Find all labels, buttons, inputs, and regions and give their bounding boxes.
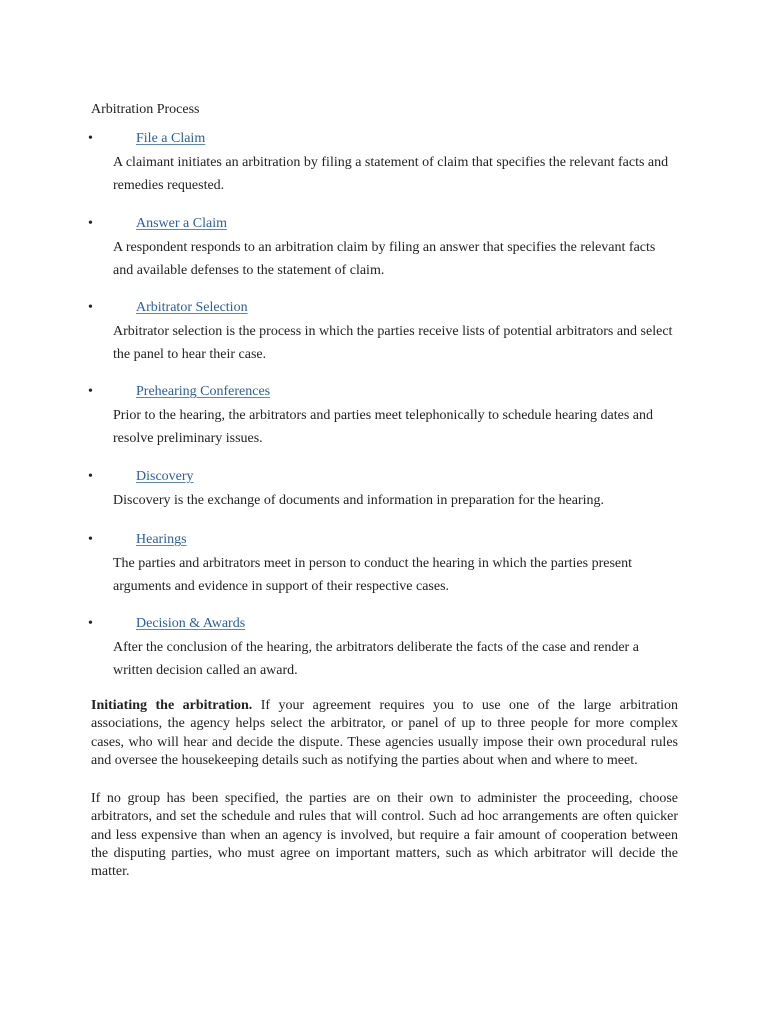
bullet-icon: • xyxy=(88,300,93,315)
prehearing-conferences-link[interactable]: Prehearing Conferences xyxy=(136,384,271,399)
hearings-link[interactable]: Hearings xyxy=(136,532,187,547)
document-title: Arbitration Process xyxy=(91,102,200,117)
answer-a-claim-description: A respondent responds to an arbitration claim by filing an answer that specifies the relevant facts and available defenses to the statement of claim. xyxy=(113,240,656,278)
hearings-description: The parties and arbitrators meet in person to conduct the hearing in which the parties present arguments and evidence in support of their respective cases. xyxy=(113,556,632,594)
bullet-icon: • xyxy=(88,384,93,399)
arbitrator-selection-link[interactable]: Arbitrator Selection xyxy=(136,300,248,315)
bullet-icon: • xyxy=(88,216,93,231)
ad-hoc-arbitration-paragraph: If no group has been specified, the parties are on their own to administer the proceeding, choose arbitrators, and set the schedule and rules that will control. Such ad hoc arrangements are often quicker and less expensive than when an agency is involved, but require a fair amount of cooperation between the disputing parties, who must agree on important matters, such as which arbitrator will decide the matter. xyxy=(91,791,678,880)
bullet-icon: • xyxy=(88,469,93,484)
bullet-icon: • xyxy=(88,131,93,146)
bullet-icon: • xyxy=(88,616,93,631)
prehearing-conferences-description: Prior to the hearing, the arbitrators and parties meet telephonically to schedule hearing dates and resolve preliminary issues. xyxy=(113,408,653,446)
bullet-icon: • xyxy=(88,532,93,547)
file-a-claim-description: A claimant initiates an arbitration by filing a statement of claim that specifies the relevant facts and remedies requested. xyxy=(113,155,669,193)
discovery-link[interactable]: Discovery xyxy=(136,469,194,484)
decision-awards-description: After the conclusion of the hearing, the arbitrators deliberate the facts of the case and render a written decision called an award. xyxy=(113,640,639,678)
answer-a-claim-link[interactable]: Answer a Claim xyxy=(136,216,227,231)
arbitrator-selection-description: Arbitrator selection is the process in which the parties receive lists of potential arbitrators and select the panel to hear their case. xyxy=(113,324,673,362)
decision-awards-link[interactable]: Decision & Awards xyxy=(136,616,246,631)
initiating-arbitration-paragraph xyxy=(91,697,678,770)
discovery-description: Discovery is the exchange of documents and information in preparation for the hearing. xyxy=(113,493,605,508)
file-a-claim-link[interactable]: File a Claim xyxy=(136,131,206,146)
initiating-arbitration-body: If your agreement requires you to use one of the large arbitration associations, the agency helps select the arbitrator, or panel of up to three people for more complex cases, who will hear and decide the dispute. These agencies usually impose their own procedural rules and oversee the housekeeping details such as notifying the parties about when and where to meet. xyxy=(91,698,678,768)
initiating-arbitration-heading: Initiating the arbitration. xyxy=(91,698,253,713)
